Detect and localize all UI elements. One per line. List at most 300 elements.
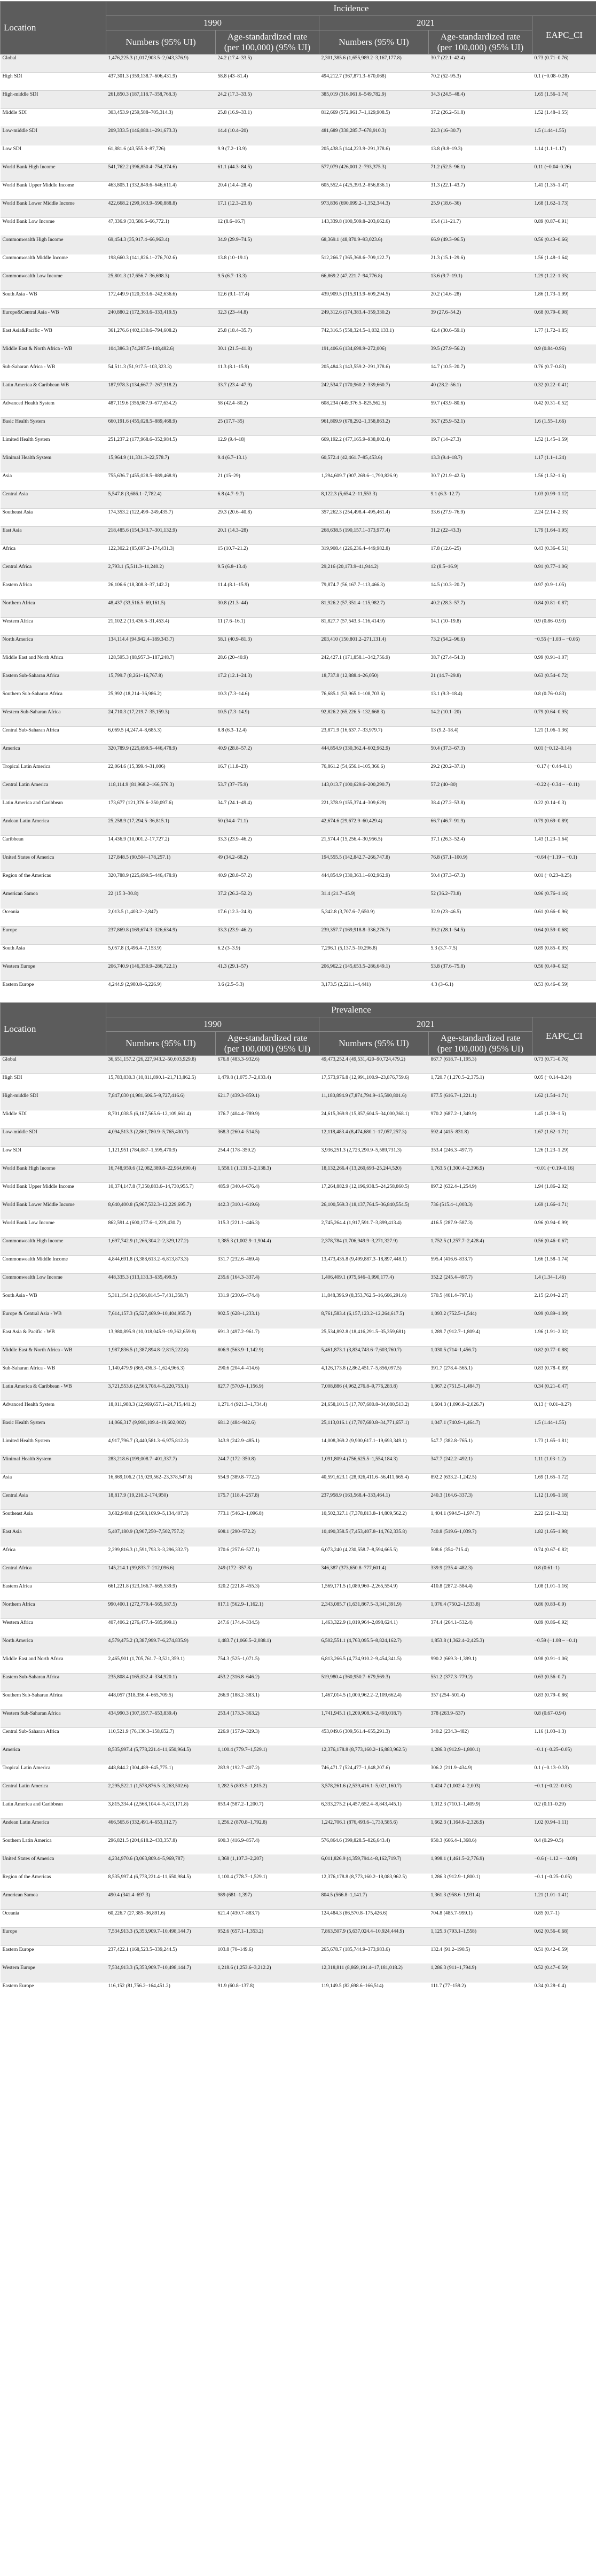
eapc-cell: 1.69 (1.65–1.72) <box>532 1473 596 1491</box>
asr-1990-cell: 1,479.8 (1,075.7–2,033.4) <box>216 1073 319 1092</box>
asr-2021-cell: 1,030.5 (714–1,456.7) <box>429 1346 532 1364</box>
numbers-1990-header: Numbers (95% UI) <box>106 1031 216 1055</box>
asr-2021-cell: 14.2 (10.1–20) <box>429 709 532 727</box>
asr-2021-cell: 42.4 (30.6–59.1) <box>429 327 532 345</box>
asr-1990-cell: 453.2 (316.8–646.2) <box>216 1673 319 1691</box>
location-cell: Central Sub-Saharan Africa <box>1 727 106 745</box>
eapc-cell: 0.22 (0.14–0.3) <box>532 799 596 818</box>
location-cell: High-middle SDI <box>1 91 106 109</box>
asr-1990-cell: 9.5 (6.8–13.4) <box>216 563 319 581</box>
numbers-2021-cell: 76,861.2 (54,656.1–105,366.6) <box>319 763 429 781</box>
location-cell: Oceania <box>1 908 106 927</box>
numbers-2021-cell: 21,574.4 (15,256.4–30,956.5) <box>319 836 429 854</box>
asr-2021-cell: 13.3 (9.4–18.7) <box>429 454 532 472</box>
numbers-2021-cell: 42,674.6 (29,672.9–60,429.4) <box>319 818 429 836</box>
asr-1990-cell: 11.4 (8.1–15.9) <box>216 581 319 600</box>
numbers-1990-cell: 463,805.1 (332,849.6–646,611.4) <box>106 182 216 200</box>
location-cell: Western Sub-Saharan Africa <box>1 1709 106 1727</box>
numbers-2021-cell: 18,737.8 (12,888.4–26,050) <box>319 672 429 690</box>
asr-1990-cell: 253.4 (173.3–363.2) <box>216 1709 319 1727</box>
asr-2021-cell: 353.4 (246.3–497.7) <box>429 1146 532 1164</box>
eapc-cell: 1.21 (1.01–1.41) <box>532 1891 596 1909</box>
numbers-2021-cell: 8,761,583.4 (6,157,123.2–12,264,617.5) <box>319 1310 429 1328</box>
table-row <box>1 1582 596 1600</box>
numbers-2021-cell: 8,122.3 (5,654.2–11,553.3) <box>319 491 429 509</box>
numbers-1990-cell: 209,333.5 (146,080.1–291,673.3) <box>106 127 216 145</box>
table-row <box>1 327 596 345</box>
numbers-2021-cell: 2,378,784 (1,706,949.9–3,271,327.9) <box>319 1237 429 1255</box>
table-row <box>1 218 596 236</box>
location-cell: Latin America & Caribbean - WB <box>1 1382 106 1400</box>
asr-2021-cell: 592.4 (415–831.8) <box>429 1128 532 1146</box>
location-cell: Advanced Health System <box>1 400 106 418</box>
eapc-cell: 1.62 (1.54–1.71) <box>532 1092 596 1110</box>
asr-1990-cell: 343.9 (242.9–485.1) <box>216 1437 319 1455</box>
asr-2021-cell: 547.7 (382.8–765.1) <box>429 1437 532 1455</box>
numbers-2021-cell: 81,926.2 (57,351.4–115,982.7) <box>319 600 429 618</box>
asr-1990-cell: 9.4 (6.7–13.1) <box>216 454 319 472</box>
asr-1990-cell: 9.9 (7.2–13.9) <box>216 145 319 164</box>
eapc-cell: 0.82 (0.77–0.88) <box>532 1346 596 1364</box>
asr-1990-cell: 32.3 (23–44.8) <box>216 309 319 327</box>
table-row <box>1 1818 596 1836</box>
location-cell: Basic Health System <box>1 418 106 436</box>
location-cell: Europe & Central Asia - WB <box>1 1310 106 1328</box>
asr-2021-cell: 357 (254–501.4) <box>429 1691 532 1709</box>
asr-2021-cell: 52 (36.2–73.8) <box>429 890 532 908</box>
numbers-1990-cell: 127,848.5 (90,504–178,257.1) <box>106 854 216 872</box>
table-row <box>1 418 596 436</box>
asr-2021-cell: 37.1 (26.3–52.4) <box>429 836 532 854</box>
eapc-cell: 0.2 (0.11–0.29) <box>532 1800 596 1818</box>
table-row <box>1 1964 596 1982</box>
location-cell: Low-middle SDI <box>1 1128 106 1146</box>
location-cell: Sub-Saharan Africa - WB <box>1 1364 106 1382</box>
eapc-cell: 1.08 (1.01–1.16) <box>532 1582 596 1600</box>
table-row <box>1 1782 596 1800</box>
numbers-2021-cell: 12,376,178.8 (8,773,160.2–18,083,962.5) <box>319 1873 429 1891</box>
numbers-2021-cell: 29,216 (20,173.9–41,944.2) <box>319 563 429 581</box>
location-cell: Caribbean <box>1 836 106 854</box>
numbers-2021-header: Numbers (95% UI) <box>319 30 429 55</box>
asr-1990-cell: 20.1 (14.3–28) <box>216 527 319 545</box>
location-cell: World Bank High Income <box>1 1164 106 1182</box>
location-cell: Europe <box>1 1927 106 1945</box>
asr-1990-cell: 266.9 (188.2–383.1) <box>216 1691 319 1709</box>
numbers-2021-cell: 973,836 (690,099.2–1,352,344.3) <box>319 200 429 218</box>
asr-2021-cell: 29.2 (20.2–37.1) <box>429 763 532 781</box>
asr-1990-cell: 3.6 (2.5–5.3) <box>216 981 319 999</box>
asr-2021-cell: 53.8 (37.6–75.8) <box>429 963 532 981</box>
numbers-2021-cell: 439,909.5 (315,913.9–609,294.5) <box>319 291 429 309</box>
numbers-2021-cell: 608,234 (449,376.5–825,562.5) <box>319 400 429 418</box>
location-cell: East Asia <box>1 1528 106 1546</box>
numbers-2021-cell: 79,874.7 (56,167.7–113,466.3) <box>319 581 429 600</box>
asr-1990-cell: 25.8 (16.9–33.1) <box>216 109 319 127</box>
asr-1990-cell: 621.4 (430.7–883.7) <box>216 1909 319 1927</box>
table-row <box>1 672 596 690</box>
numbers-2021-cell: 17,264,882.9 (12,196,938.5–24,258,860.5) <box>319 1182 429 1201</box>
numbers-2021-cell: 11,180,894.9 (7,874,794.9–15,590,801.6) <box>319 1092 429 1110</box>
numbers-1990-cell: 283,218.6 (199,008.7–401,337.7) <box>106 1455 216 1473</box>
asr-1990-cell: 10.3 (7.3–14.6) <box>216 690 319 709</box>
numbers-2021-cell: 576,864.6 (399,828.5–826,643.4) <box>319 1836 429 1855</box>
numbers-2021-cell: 25,534,892.8 (18,416,291.5–35,359,681) <box>319 1328 429 1346</box>
asr-1990-cell: 485.9 (340.4–676.4) <box>216 1182 319 1201</box>
numbers-1990-cell: 296,821.5 (204,618.2–433,357.8) <box>106 1836 216 1855</box>
asr-2021-cell: 40 (28.2–56.1) <box>429 382 532 400</box>
eapc-cell: 0.74 (0.67–0.82) <box>532 1546 596 1564</box>
asr-1990-cell: 773.1 (546.2–1,096.8) <box>216 1509 319 1528</box>
year-1990-header: 1990 <box>106 16 319 30</box>
numbers-2021-cell: 519,980.4 (360,950.7–679,569.3) <box>319 1673 429 1691</box>
eapc-cell: −0.1 (−0.25–0.05) <box>532 1873 596 1891</box>
numbers-2021-cell: 12,318,811 (8,869,191.4–17,181,018.2) <box>319 1964 429 1982</box>
asr-2021-cell: 1,067.2 (751.5–1,484.7) <box>429 1382 532 1400</box>
location-cell: Oceania <box>1 1909 106 1927</box>
numbers-1990-cell: 660,191.6 (455,028.5–889,468.9) <box>106 418 216 436</box>
asr-2021-cell: 71.2 (52.5–96.1) <box>429 164 532 182</box>
eapc-cell: 1.66 (1.58–1.74) <box>532 1255 596 1273</box>
numbers-2021-cell: 669,192.2 (477,165.9–938,802.4) <box>319 436 429 454</box>
asr-2021-cell: 30.7 (22.1–42.4) <box>429 55 532 73</box>
table-row <box>1 1655 596 1673</box>
table-row <box>1 1509 596 1528</box>
asr-1990-cell: 283.9 (192.7–407.2) <box>216 1764 319 1782</box>
asr-2021-cell: 1,998.1 (1,461.5–2,776.9) <box>429 1855 532 1873</box>
numbers-1990-cell: 4,234,970.6 (3,063,809.4–5,969,787) <box>106 1855 216 1873</box>
location-cell: Europe <box>1 927 106 945</box>
table-row <box>1 872 596 890</box>
table-row <box>1 1528 596 1546</box>
numbers-2021-cell: 119,149.5 (82,698.6–166,514) <box>319 1982 429 2000</box>
table-row <box>1 545 596 563</box>
numbers-1990-cell: 7,614,157.3 (5,527,469.9–10,404,955.7) <box>106 1310 216 1328</box>
location-cell: World Bank High Income <box>1 164 106 182</box>
asr-2021-cell: 12 (8.5–16.9) <box>429 563 532 581</box>
eapc-cell: 0.68 (0.79–0.98) <box>532 309 596 327</box>
asr-1990-cell: 11.3 (8.1–15.9) <box>216 363 319 382</box>
eapc-cell: 2.22 (2.11–2.32) <box>532 1509 596 1528</box>
year-2021-header: 2021 <box>319 1017 532 1031</box>
asr-2021-cell: 1,752.5 (1,257.7–2,428.4) <box>429 1237 532 1255</box>
asr-1990-cell: 12.6 (9.1–17.4) <box>216 291 319 309</box>
numbers-1990-cell: 8,701,038.5 (6,187,565.6–12,109,661.4) <box>106 1110 216 1128</box>
table-row <box>1 1237 596 1255</box>
eapc-cell: 0.84 (0.81–0.87) <box>532 600 596 618</box>
numbers-2021-cell: 24,658,101.5 (17,707,680.8–34,080,513.2) <box>319 1400 429 1419</box>
numbers-2021-cell: 6,073,240 (4,230,558.7–8,594,665.5) <box>319 1546 429 1564</box>
numbers-2021-cell: 1,467,014.5 (1,000,962.2–2,109,662.4) <box>319 1691 429 1709</box>
location-cell: South Asia - WB <box>1 1291 106 1310</box>
eapc-cell: 0.73 (0.71–0.76) <box>532 55 596 73</box>
asr-1990-cell: 9.5 (6.7–13.3) <box>216 273 319 291</box>
location-cell: Central Asia <box>1 491 106 509</box>
location-cell: Eastern Africa <box>1 581 106 600</box>
asr-2021-cell: 339.9 (235.4–482.3) <box>429 1564 532 1582</box>
numbers-1990-cell: 8,640,400.8 (5,967,532.3–12,229,695.7) <box>106 1201 216 1219</box>
location-cell: Southeast Asia <box>1 1509 106 1528</box>
eapc-cell: 2.24 (2.14–2.35) <box>532 509 596 527</box>
eapc-cell: 0.32 (0.22–0.41) <box>532 382 596 400</box>
eapc-cell: 0.79 (0.64–0.95) <box>532 709 596 727</box>
asr-1990-cell: 41.3 (29.1–57) <box>216 963 319 981</box>
numbers-1990-cell: 2,013.5 (1,403.2–2,847) <box>106 908 216 927</box>
table-row <box>1 1310 596 1328</box>
location-cell: Region of the Americas <box>1 1873 106 1891</box>
asr-2021-cell: 33.6 (27.9–76.9) <box>429 509 532 527</box>
numbers-2021-cell: 481,689 (338,285.7–678,910.3) <box>319 127 429 145</box>
numbers-1990-cell: 235,808.4 (165,032.4–334,920.1) <box>106 1673 216 1691</box>
eapc-cell: 0.1 (−0.13–0.33) <box>532 1764 596 1782</box>
location-cell: American Samoa <box>1 1891 106 1909</box>
location-cell: America <box>1 745 106 763</box>
numbers-2021-header: Numbers (95% UI) <box>319 1031 429 1055</box>
numbers-2021-cell: 81,827.7 (57,543.3–116,414.9) <box>319 618 429 636</box>
numbers-2021-cell: 13,473,435.8 (9,499,887.3–18,897,448.1) <box>319 1255 429 1273</box>
numbers-2021-cell: 1,741,945.1 (1,209,908.3–2,493,018.7) <box>319 1709 429 1727</box>
asr-2021-cell: 1,289.7 (912.7–1,809.4) <box>429 1328 532 1346</box>
numbers-1990-cell: 261,850.3 (187,118.7–358,768.3) <box>106 91 216 109</box>
numbers-2021-cell: 191,406.6 (134,698.9–272,006) <box>319 345 429 363</box>
table-row <box>1 1092 596 1110</box>
location-cell: Latin America & Caribbean WB <box>1 382 106 400</box>
table-row <box>1 1746 596 1764</box>
eapc-cell: 0.63 (0.54–0.72) <box>532 672 596 690</box>
asr-2021-cell: 132.4 (91.2–190.5) <box>429 1945 532 1964</box>
asr-1990-cell: 12.9 (9.4–18) <box>216 436 319 454</box>
table-row <box>1 1927 596 1945</box>
asr-1990-cell: 608.1 (290–572.2) <box>216 1528 319 1546</box>
eapc-cell: 1.96 (1.91–2.02) <box>532 1328 596 1346</box>
numbers-1990-cell: 15,799.7 (8,261–16,767.8) <box>106 672 216 690</box>
numbers-1990-cell: 4,917,796.7 (3,440,581.3–6,975,812.2) <box>106 1437 216 1455</box>
numbers-1990-cell: 116,152 (81,756.2–164,451.2) <box>106 1982 216 2000</box>
eapc-cell: −0.64 (−1.19 – −0.1) <box>532 854 596 872</box>
location-cell: Eastern Europe <box>1 981 106 999</box>
location-cell: Eastern Europe <box>1 1945 106 1964</box>
table-row <box>1 945 596 963</box>
numbers-1990-cell: 237,422.1 (168,523.5–339,244.5) <box>106 1945 216 1964</box>
numbers-1990-cell: 541,762.2 (396,850.4–754,374.6) <box>106 164 216 182</box>
numbers-1990-cell: 320,789.9 (225,699.5–446,478.9) <box>106 745 216 763</box>
asr-2021-cell: 378 (263.9–537) <box>429 1709 532 1727</box>
numbers-2021-cell: 577,079 (426,001.2–793,375.3) <box>319 164 429 182</box>
numbers-2021-cell: 512,266.7 (365,368.6–709,122.7) <box>319 254 429 273</box>
table-row <box>1 491 596 509</box>
asr-1990-cell: 600.3 (416.9–857.4) <box>216 1836 319 1855</box>
eapc-cell: 0.73 (0.71–0.76) <box>532 1055 596 1073</box>
numbers-1990-cell: 5,407,180.9 (3,907,250–7,502,757.2) <box>106 1528 216 1546</box>
numbers-2021-cell: 49,473,252.4 (49,531,420–90,724,479.2) <box>319 1055 429 1073</box>
asr-1990-cell: 368.3 (260.4–514.5) <box>216 1128 319 1146</box>
table-row <box>1 636 596 654</box>
table-row <box>1 73 596 91</box>
numbers-1990-cell: 15,783,830.3 (10,811,890.1–21,713,862.5) <box>106 1073 216 1092</box>
table-row <box>1 1146 596 1164</box>
eapc-cell: −0.55 (−1.03 – −0.06) <box>532 636 596 654</box>
numbers-2021-cell: 2,301,385.6 (1,655,989.2–3,167,177.8) <box>319 55 429 73</box>
asr-1990-cell: 21 (15–29) <box>216 472 319 491</box>
numbers-2021-cell: 6,333,275.2 (4,457,652.4–8,843,445.1) <box>319 1800 429 1818</box>
eapc-cell: 0.53 (0.46–0.59) <box>532 981 596 999</box>
eapc-cell: 0.01 (−0.12–0.14) <box>532 745 596 763</box>
table-row <box>1 1364 596 1382</box>
table-row <box>1 273 596 291</box>
table-row <box>1 527 596 545</box>
location-cell: Southern Latin America <box>1 1836 106 1855</box>
numbers-2021-cell: 206,962.2 (145,653.5–286,649.1) <box>319 963 429 981</box>
location-cell: Eastern Sub-Saharan Africa <box>1 1673 106 1691</box>
numbers-2021-cell: 12,376,178.8 (8,773,160.2–16,883,962.5) <box>319 1746 429 1764</box>
location-cell: Eastern Sub-Saharan Africa <box>1 672 106 690</box>
numbers-2021-cell: 7,863,507.9 (5,637,024.4–10,924,444.9) <box>319 1927 429 1945</box>
asr-2021-cell: 704.8 (485.7–999.1) <box>429 1909 532 1927</box>
table-row <box>1 1909 596 1927</box>
eapc-cell: 0.97 (0.9–1.05) <box>532 581 596 600</box>
eapc-cell: 0.34 (0.21–0.47) <box>532 1382 596 1400</box>
numbers-2021-cell: 31.4 (21.7–45.9) <box>319 890 429 908</box>
table-row <box>1 1836 596 1855</box>
table-row <box>1 1764 596 1782</box>
numbers-1990-cell: 22,064.6 (15,399.4–31,006) <box>106 763 216 781</box>
table-row <box>1 1873 596 1891</box>
numbers-2021-cell: 143,339.8 (100,509.8–203,662.6) <box>319 218 429 236</box>
location-cell: Global <box>1 55 106 73</box>
numbers-1990-cell: 661,221.8 (323,166.7–665,539.9) <box>106 1582 216 1600</box>
table-row <box>1 600 596 618</box>
asr-2021-cell: 37.2 (26.2–51.8) <box>429 109 532 127</box>
asr-2021-cell: 111.7 (77–159.2) <box>429 1982 532 2000</box>
table-row <box>1 727 596 745</box>
asr-1990-cell: 34.9 (29.9–74.5) <box>216 236 319 254</box>
location-cell: East Asia & Pacific - WB <box>1 1328 106 1346</box>
eapc-cell: 0.62 (0.56–0.68) <box>532 1927 596 1945</box>
asr-2021-cell: 736 (515.4–1,003.3) <box>429 1201 532 1219</box>
eapc-cell: 1.03 (0.99–1.12) <box>532 491 596 509</box>
asr-2021-cell: 508.6 (354–715.4) <box>429 1546 532 1564</box>
asr-2021-cell: 36.7 (25.9–52.1) <box>429 418 532 436</box>
asr-2021-cell: 1,604.3 (1,096.8–2,026.7) <box>429 1400 532 1419</box>
asr-1990-cell: 376.7 (404.4–789.9) <box>216 1110 319 1128</box>
asr-2021-cell: 595.4 (416.6–833.7) <box>429 1255 532 1273</box>
numbers-2021-cell: 24,615,369.9 (15,857,604.5–34,000,368.1) <box>319 1110 429 1128</box>
asr-2021-cell: 391.7 (278.4–565.1) <box>429 1364 532 1382</box>
table-row <box>1 854 596 872</box>
table-row <box>1 818 596 836</box>
table-row <box>1 908 596 927</box>
asr-2021-cell: 38.4 (27.2–53.8) <box>429 799 532 818</box>
numbers-1990-cell: 4,844,691.8 (3,388,613.2–6,813,873.3) <box>106 1255 216 1273</box>
numbers-1990-cell: 15,964.9 (11,331.3–22,578.7) <box>106 454 216 472</box>
location-cell: East Asia&Pacific - WB <box>1 327 106 345</box>
numbers-2021-cell: 60,572.4 (42,461.7–85,453.6) <box>319 454 429 472</box>
numbers-2021-cell: 11,848,396.9 (8,353,762.5–16,666,291.6) <box>319 1291 429 1310</box>
table-row <box>1 400 596 418</box>
incidence-rows <box>1 55 596 999</box>
numbers-1990-cell: 145,214.1 (99,833.7–212,096.6) <box>106 1564 216 1582</box>
numbers-2021-cell: 124,484.3 (86,570.8–175,426.6) <box>319 1909 429 1927</box>
location-cell: Middle SDI <box>1 109 106 127</box>
asr-2021-cell: 39.2 (28.1–54.5) <box>429 927 532 945</box>
numbers-2021-cell: 1,242,706.1 (876,493.6–1,730,585.6) <box>319 1818 429 1836</box>
table-row <box>1 927 596 945</box>
location-cell: Region of the Americas <box>1 872 106 890</box>
numbers-1990-cell: 448,844.2 (304,489–645,775.1) <box>106 1764 216 1782</box>
numbers-2021-cell: 1,091,809.4 (756,625.5–1,554,184.3) <box>319 1455 429 1473</box>
numbers-2021-cell: 5,342.8 (3,707.6–7,650.9) <box>319 908 429 927</box>
location-cell: Northern Africa <box>1 1600 106 1618</box>
asr-1990-cell: 25 (17.7–35) <box>216 418 319 436</box>
numbers-2021-cell: 10,490,358.5 (7,453,407.8–14,762,335.8) <box>319 1528 429 1546</box>
location-cell: Middle East and North Africa <box>1 654 106 672</box>
numbers-1990-cell: 22 (15.3–30.8) <box>106 890 216 908</box>
table-row <box>1 454 596 472</box>
numbers-2021-cell: 17,573,976.8 (12,991,100.9–23,876,759.6) <box>319 1073 429 1092</box>
numbers-2021-cell: 66,869.2 (47,221.7–94,776.8) <box>319 273 429 291</box>
asr-2021-cell: 13 (9.2–18.4) <box>429 727 532 745</box>
asr-2021-cell: 31.3 (22.1–43.7) <box>429 182 532 200</box>
location-cell: North America <box>1 636 106 654</box>
asr-2021-cell: 66.9 (49.3–96.5) <box>429 236 532 254</box>
asr-2021-cell: 877.5 (616.7–1,221.1) <box>429 1092 532 1110</box>
asr-2021-cell: 20.2 (14.6–28) <box>429 291 532 309</box>
asr-1990-cell: 103.8 (70–149.6) <box>216 1945 319 1964</box>
numbers-1990-header: Numbers (95% UI) <box>106 30 216 55</box>
location-cell: Latin America and Caribbean <box>1 799 106 818</box>
eapc-cell: 1.73 (1.65–1.81) <box>532 1437 596 1455</box>
location-cell: Southern Sub-Saharan Africa <box>1 690 106 709</box>
location-cell: Middle East & North Africa - WB <box>1 345 106 363</box>
eapc-cell: 0.99 (0.91–1.07) <box>532 654 596 672</box>
asr-1990-cell: 29.3 (20.6–40.8) <box>216 509 319 527</box>
numbers-2021-cell: 444,854.9 (330,363.1–602,962.9) <box>319 872 429 890</box>
asr-2021-cell: 30.7 (21.9–42.5) <box>429 472 532 491</box>
asr-1990-cell: 61.1 (44.3–84.5) <box>216 164 319 182</box>
table-row <box>1 1400 596 1419</box>
location-cell: Eastern Africa <box>1 1582 106 1600</box>
asr-2021-cell: 15.4 (11–21.7) <box>429 218 532 236</box>
eapc-cell: 0.63 (0.56–0.7) <box>532 1673 596 1691</box>
asr-2021-cell: 13.1 (9.3–18.4) <box>429 690 532 709</box>
numbers-1990-cell: 18,817.9 (19,210.2–174,950) <box>106 1491 216 1509</box>
numbers-2021-cell: 237,958.9 (163,568.4–333,464.1) <box>319 1491 429 1509</box>
table-row <box>1 1855 596 1873</box>
asr-2021-cell: 13.8 (9.8–19.3) <box>429 145 532 164</box>
table-row <box>1 654 596 672</box>
location-cell: Commonwealth Middle Income <box>1 254 106 273</box>
eapc-cell: 0.52 (0.47–0.59) <box>532 1964 596 1982</box>
eapc-cell: 0.89 (0.87–0.91) <box>532 218 596 236</box>
eapc-cell: 0.56 (0.49–0.62) <box>532 963 596 981</box>
location-cell: Eastern Europe <box>1 1982 106 2000</box>
numbers-1990-cell: 14,436.9 (10,001.2–17,727.2) <box>106 836 216 854</box>
eapc-cell: 0.8 (0.67–0.94) <box>532 1709 596 1727</box>
location-header: Location <box>1 2 106 55</box>
asr-1990-cell: 17.6 (12.3–24.8) <box>216 908 319 927</box>
numbers-2021-cell: 2,745,264.4 (1,917,591.7–3,899,413.4) <box>319 1219 429 1237</box>
eapc-cell: 0.89 (0.85–0.95) <box>532 945 596 963</box>
location-cell: World Bank Low Income <box>1 1219 106 1237</box>
location-cell: Central Sub-Saharan Africa <box>1 1727 106 1746</box>
asr-1990-cell: 11 (7.6–16.1) <box>216 618 319 636</box>
location-cell: Africa <box>1 1546 106 1564</box>
numbers-1990-cell: 862,591.4 (600,177.6–1,229,430.7) <box>106 1219 216 1237</box>
asr-1990-cell: 1,282.5 (893.5–1,815.2) <box>216 1782 319 1800</box>
asr-2021-cell: 570.5 (401.4–797.1) <box>429 1291 532 1310</box>
asr-2021-cell: 38.7 (27.4–54.3) <box>429 654 532 672</box>
numbers-1990-cell: 1,697,742.9 (1,266,304.2–2,329,127.2) <box>106 1237 216 1255</box>
